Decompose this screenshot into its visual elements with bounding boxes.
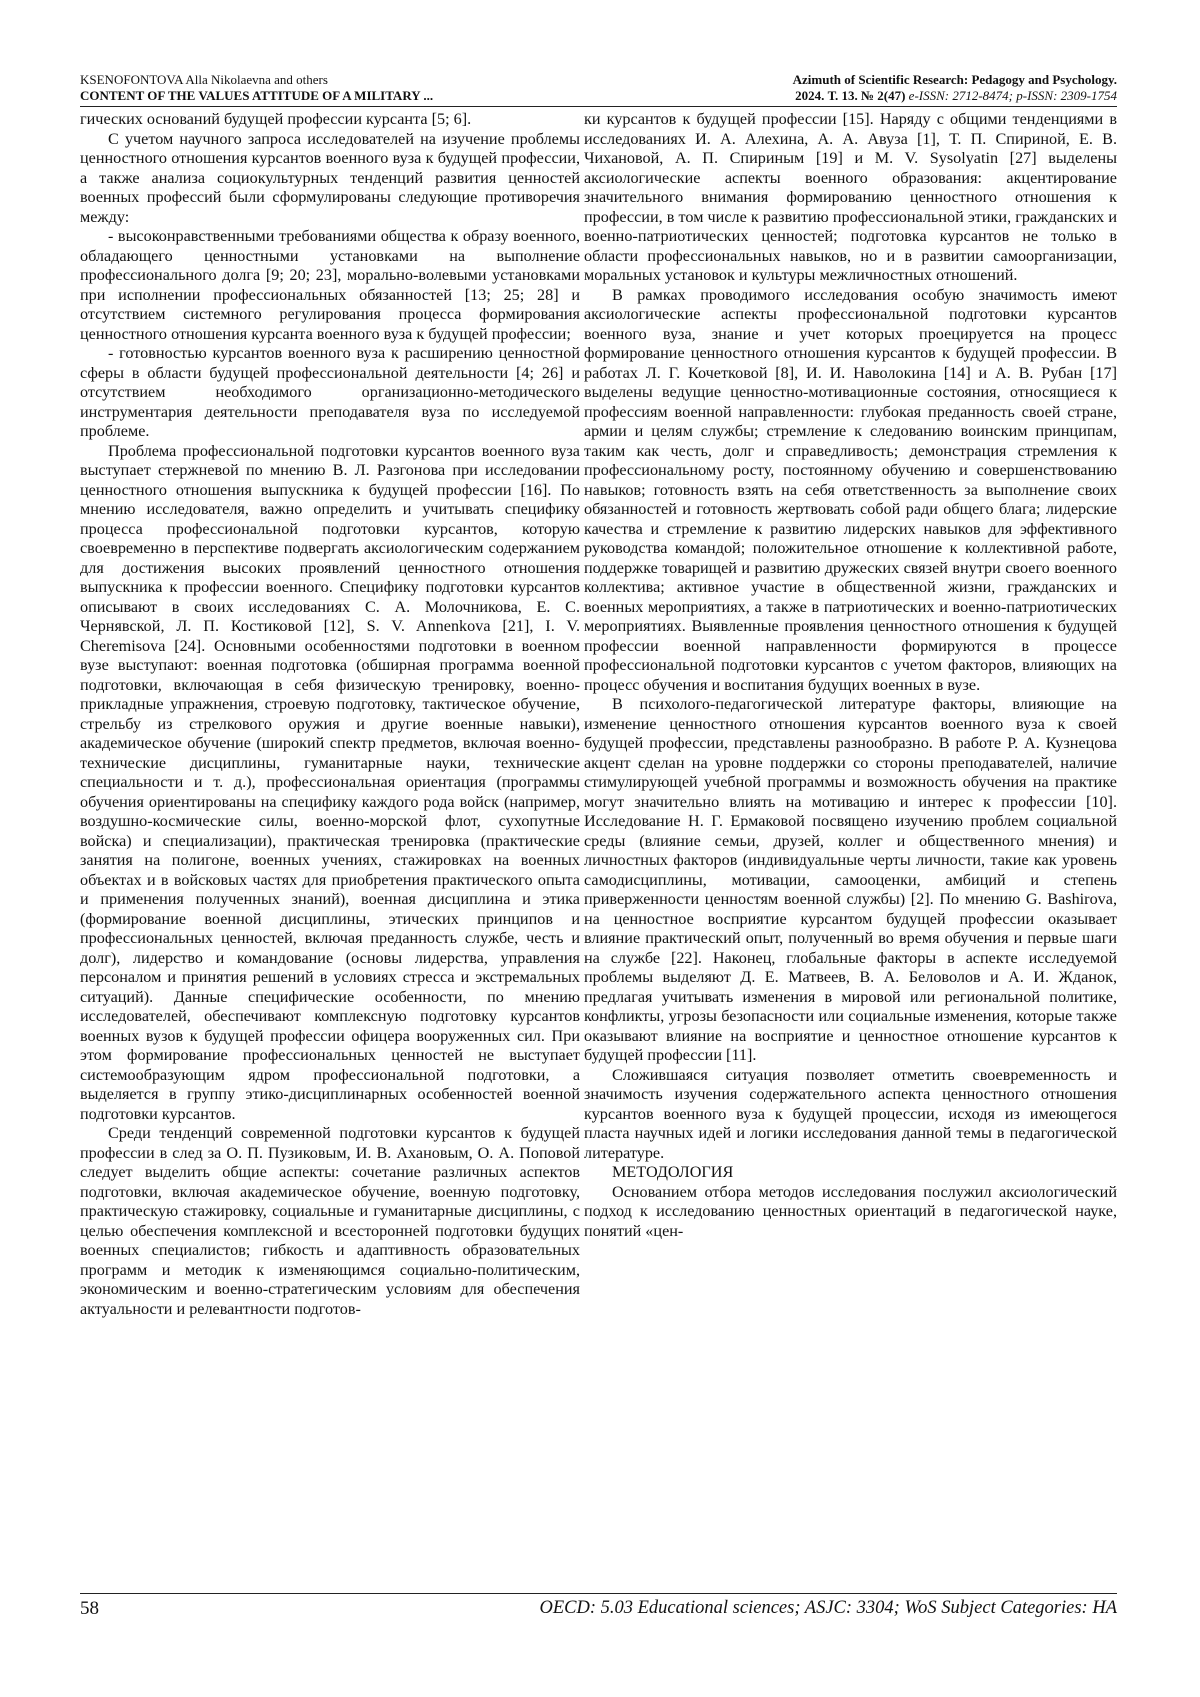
header-journal: Azimuth of Scientific Research: Pedagogy and Psychology. bbox=[792, 72, 1117, 87]
footer-rule bbox=[80, 1593, 1117, 1594]
header-rule bbox=[80, 106, 1117, 107]
header-issn: e-ISSN: 2712-8474; p-ISSN: 2309-1754 bbox=[908, 87, 1117, 103]
header-issue bbox=[793, 88, 1117, 104]
paragraph: гических оснований будущей профессии курсанта [5; 6]. bbox=[80, 110, 472, 128]
section-heading: МЕТОДОЛОГИЯ bbox=[612, 1163, 734, 1181]
header-article-title: CONTENT OF THE VALUES ATTITUDE OF A MILITARY ... bbox=[80, 87, 434, 103]
paragraph: Сложившаяся ситуация позволяет отметить своевременность и значимость изучения содержательного аспекта ценностного отношения курсантов военного вуза к будущей процессии, исходя из имеющегося пласта научных идей и логики исследования данной темы в педагогической литературе. bbox=[584, 1065, 1117, 1162]
page-footer bbox=[80, 1598, 1117, 1622]
paragraph: Основанием отбора методов исследования послужил аксиологический подход к исследованию ценностных ориентаций в педагогической науке, понятий «цен- bbox=[584, 1182, 1117, 1240]
left-column bbox=[80, 110, 580, 1590]
header-right bbox=[793, 72, 1117, 103]
paragraph: В психолого-педагогической литературе факторы, влияющие на изменение ценностного отношения курсантов военного вуза к своей будущей профессии, представлены разнообразно. В работе Р. А. Кузнецова акцент сделан на уровне поддержки со стороны преподавателей, наличие стимулирующей учебной программы и возможность обучения на практике могут значительно влиять на мотивацию и интерес к профессии [10]. Исследование Н. Г. Ермаковой посвящено изучению проблем социальной среды (влияние семьи, друзей, коллег и общественного мнения) и личностных факторов (индивидуальные черты личности, такие как уровень самодисциплины, мотивации, самооценки, амбиций и степень приверженности ценностям военной службы) [2]. По мнению G. Bashirova, на ценностное восприятие курсантом будущей профессии оказывает влияние практический опыт, полученный во время обучения и первые шаги на службе [22]. Наконец, глобальные факторы в аспекте исследуемой проблемы выделяют Д. Е. Матвеев, В. А. Беловолов и А. И. Жданок, предлагая учитывать изменения в мировой или региональной политике, конфликты, угрозы безопасности или социальные изменения, которые также оказывают влияние на восприятие и ценностное отношение курсантов к будущей профессии [11]. bbox=[584, 695, 1117, 1064]
page-number: 58 bbox=[80, 1598, 99, 1619]
paragraph: С учетом научного запроса исследователей на изучение проблемы ценностного отношения курсантов военного вуза к будущей профессии, а также анализа социокультурных тенденций развития ценностей военных профессий были сформулированы следующие противоречия между: bbox=[80, 129, 580, 226]
header-volume: 2024. Т. 13. № 2(47) bbox=[795, 87, 906, 103]
right-column bbox=[584, 110, 1117, 1590]
paragraph: Среди тенденций современной подготовки курсантов к будущей профессии в след за О. П. Пузиковым, И. В. Ахановым, О. А. Поповой следует выделить общие аспекты: сочетание различных аспектов подготовки, включая академическое обучение, военную подготовку, практическую стажировку, социальные и гуманитарные дисциплины, с целью обеспечения комплексной и всесторонней подготовки будущих военных специалистов; гибкость и адаптивность образовательных программ и методик к изменяющимся социально-политическим, экономическим и военно-стратегическим условиям для обеспечения актуальности и релевантности подготов- bbox=[80, 1124, 580, 1318]
paragraph: В рамках проводимого исследования особую значимость имеют аксиологические аспекты профессиональной подготовки курсантов военного вуза, знание и учет которых проецируется на процесс формирование ценностного отношения курсантов к будущей профессии. В работах Л. Г. Кочетковой [8], И. И. Наволокина [14] и А. В. Рубан [17] выделены ведущие ценностно-мотивационные состояния, относящиеся к профессиям военной направленности: глубокая преданность своей стране, армии и целям службы; стремление к следованию воинским принципам, таким как честь, долг и справедливость; демонстрация стремления к профессиональному росту, постоянному обучению и совершенствованию навыков; готовность взять на себя ответственность за выполнение своих обязанностей и готовность жертвовать собой ради общего блага; лидерские качества и стремление к развитию лидерских навыков для эффективного руководства командой; положительное отношение к коллективной работе, поддержке товарищей и развитию дружеских связей внутри своего военного коллектива; активное участие в общественной жизни, гражданских и военных мероприятиях, а также в патриотических и военно-патриотических мероприятиях. Выявленные проявления ценностного отношения к будущей профессии военной направленности формируются в процессе профессиональной подготовки курсантов с учетом факторов, влияющих на процесс обучения и воспитания будущих военных в вузе. bbox=[584, 285, 1117, 694]
header-left bbox=[80, 72, 433, 103]
header-author: KSENOFONTOVA Alla Nikolaevna and others bbox=[80, 72, 328, 87]
paragraph: - высоконравственными требованиями общества к образу военного, обладающего ценностными установками на выполнение профессионального долга [9; 20; 23], морально-волевыми установками при исполнении профессиональных обязанностей [13; 25; 28] и отсутствием системного регулирования процесса формирования ценностного отношения курсанта военного вуза к будущей профессии; bbox=[80, 227, 580, 343]
paragraph: ки курсантов к будущей профессии [15]. Наряду с общими тенденциями в исследованиях И. А. Алехина, А. А. Авуза [1], Т. П. Спириной, Е. В. Чихановой, А. П. Спириным [19] и M. V. Sysolyatin [27] выделены аксиологические аспекты военного образования: акцентирование значительного внимания формированию ценностного отношения к профессии, в том числе к развитию профессиональной этики, гражданских и военно-патриотических ценностей; подготовка курсантов не только в области профессиональных навыков, но и в развитии самоорганизации, моральных установок и культуры межличностных отношений. bbox=[584, 110, 1117, 284]
running-header bbox=[80, 72, 1117, 104]
paragraph: - готовностью курсантов военного вуза к расширению ценностной сферы в области будущей профессиональной деятельности [4; 26] и отсутствием необходимого организационно-методического инструментария деятельности преподавателя вуза по исследуемой проблеме. bbox=[80, 344, 580, 440]
subject-classification: OECD: 5.03 Educational sciences; ASJC: 3304; WoS Subject Categories: HA bbox=[539, 1598, 1117, 1618]
paragraph: Проблема профессиональной подготовки курсантов военного вуза выступает стержневой по мнению В. Л. Разгонова при исследовании ценностного отношения выпускника к будущей профессии [16]. По мнению исследователя, важно определить и учитывать специфику процесса профессиональной подготовки курсантов, которую своевременно в перспективе подвергать аксиологическим содержанием для достижения высоких проявлений ценностного отношения выпускника к профессии военного. Специфику подготовки курсантов описывают в своих исследованиях С. А. Молочникова, Е. С. Чернявской, Л. П. Костиковой [12], S. V. Annenkova [21], I. V. Cheremisova [24]. Основными особенностями подготовки в военном вузе выступают: военная подготовка (обширная программа военной подготовки, включающая в себя физическую тренировку, военно-прикладные упражнения, строевую подготовку, тактическое обучение, стрельбу из стрелкового оружия и другие военные навыки), академическое обучение (широкий спектр предметов, включая военно-технические дисциплины, гуманитарные науки, технические специальности и т. д.), профессиональная ориентация (программы обучения ориентированы на специфику каждого рода войск (например, воздушно-космические силы, военно-морской флот, сухопутные войска) и специализации), практическая тренировка (практические занятия на полигоне, военных учениях, стажировках на военных объектах и в войсковых частях для приобретения практического опыта и применения полученных знаний), военная дисциплина и этика (формирование военной дисциплины, этических принципов и профессиональных ценностей, включая преданность службе, честь и долг), лидерство и командование (основы лидерства, управления персоналом и принятия решений в условиях стресса и экстремальных ситуаций). Данные специфические особенности, по мнению исследователей, обеспечивают комплексную подготовку курсантов военных вузов к будущей профессии офицера вооруженных сил. При этом формирование профессиональных ценностей не выступает системообразующим ядром профессиональной подготовки, а выделяется в группу этико-дисциплинарных особенностей военной подготовки курсантов. bbox=[80, 441, 580, 1123]
